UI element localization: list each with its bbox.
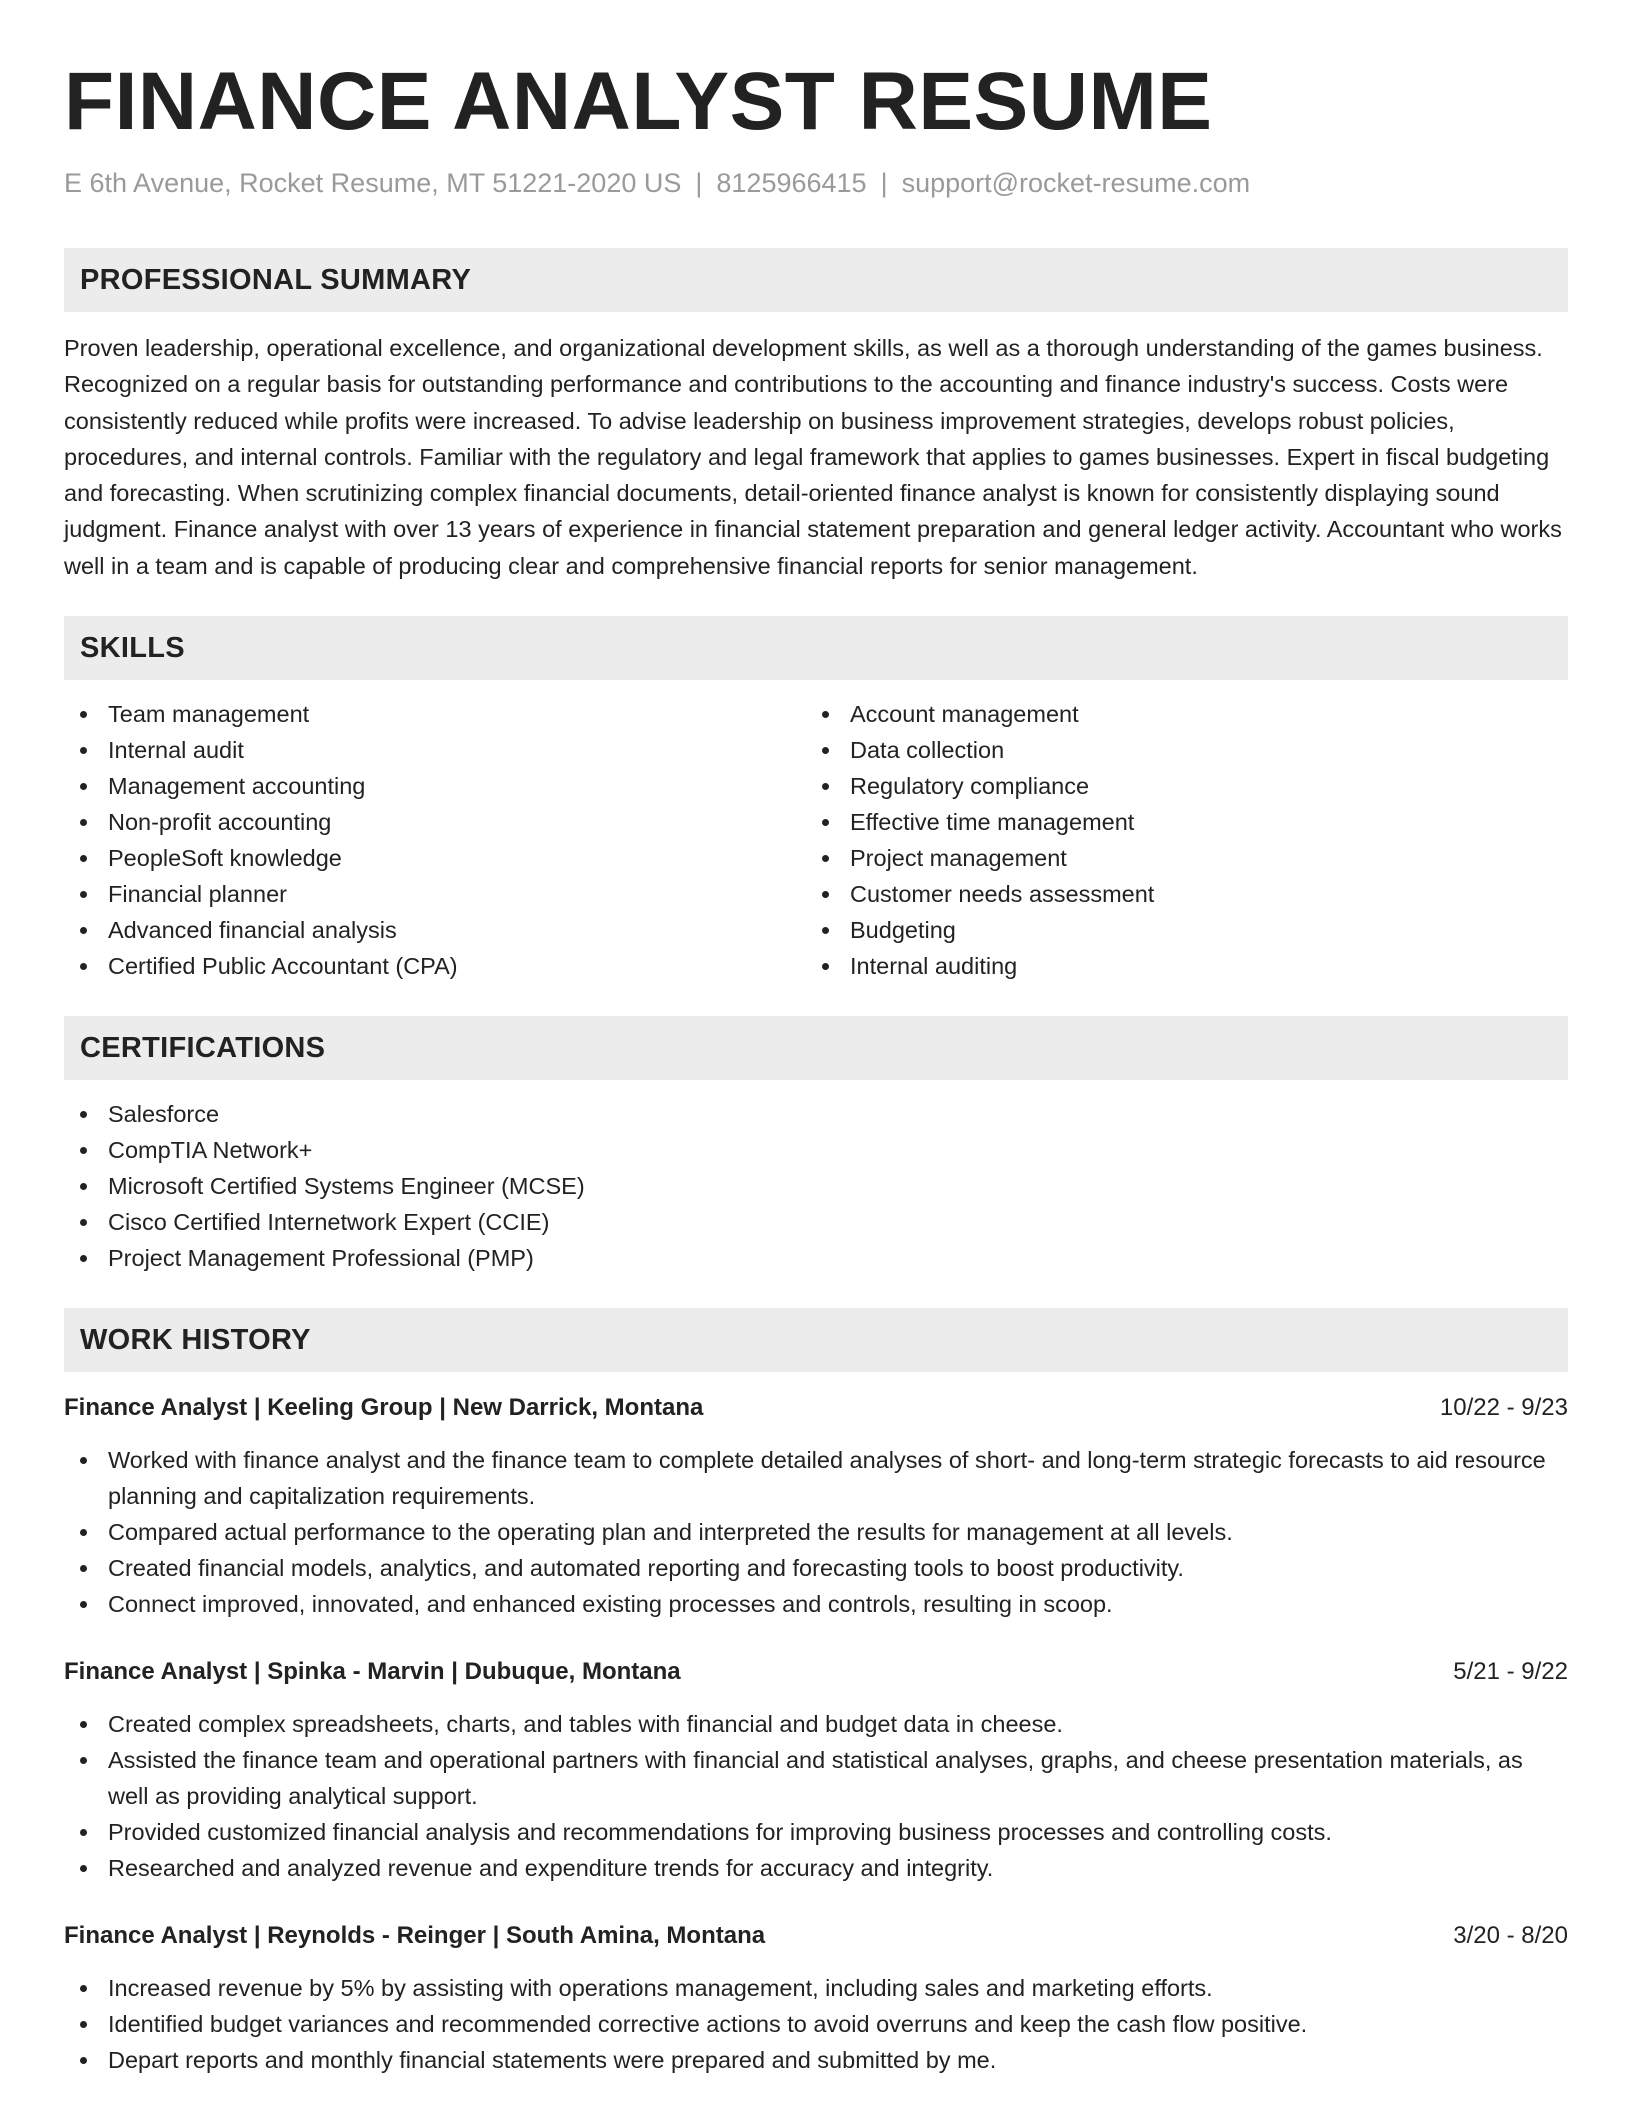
certification-item: Salesforce xyxy=(64,1096,1568,1132)
job-entry xyxy=(64,1390,1568,1622)
job-title: Finance Analyst | Spinka - Marvin | Dubuque, Montana xyxy=(64,1658,681,1686)
job-dates: 5/21 - 9/22 xyxy=(1453,1658,1568,1686)
skill-item: PeopleSoft knowledge xyxy=(64,840,806,876)
skill-item: Certified Public Accountant (CPA) xyxy=(64,948,806,984)
certification-item: Project Management Professional (PMP) xyxy=(64,1240,1568,1276)
job-entry xyxy=(64,1654,1568,1886)
certification-item: Microsoft Certified Systems Engineer (MCSE) xyxy=(64,1168,1568,1204)
job-bullet: Depart reports and monthly financial statements were prepared and submitted by me. xyxy=(64,2042,1568,2078)
skill-item: Effective time management xyxy=(806,804,1548,840)
skill-item: Financial planner xyxy=(64,876,806,912)
job-entry xyxy=(64,1918,1568,2078)
job-header xyxy=(64,1918,1568,1954)
skill-item: Budgeting xyxy=(806,912,1548,948)
contact-separator: | xyxy=(880,168,888,198)
skills-column-left xyxy=(64,696,806,984)
job-title: Finance Analyst | Keeling Group | New Darrick, Montana xyxy=(64,1394,704,1422)
job-bullet: Assisted the finance team and operational partners with financial and statistical analyses, graphs, and cheese presentation materials, as well as providing analytical support. xyxy=(64,1742,1568,1814)
contact-separator: | xyxy=(695,168,703,198)
skill-item: Project management xyxy=(806,840,1548,876)
skill-item: Account management xyxy=(806,696,1548,732)
job-dates: 3/20 - 8/20 xyxy=(1453,1922,1568,1950)
section-header-skills: SKILLS xyxy=(64,616,1568,680)
skill-item: Advanced financial analysis xyxy=(64,912,806,948)
job-title: Finance Analyst | Reynolds - Reinger | South Amina, Montana xyxy=(64,1922,766,1950)
job-bullet: Researched and analyzed revenue and expenditure trends for accuracy and integrity. xyxy=(64,1850,1568,1886)
contact-email: support@rocket-resume.com xyxy=(901,168,1251,198)
job-dates: 10/22 - 9/23 xyxy=(1439,1394,1568,1422)
skill-item: Internal auditing xyxy=(806,948,1548,984)
job-bullet: Worked with finance analyst and the finance team to complete detailed analyses of short- and long-term strategic forecasts to aid resource planning and capitalization requirements. xyxy=(64,1442,1568,1514)
certification-item: Cisco Certified Internetwork Expert (CCIE) xyxy=(64,1204,1568,1240)
resume-title: FINANCE ANALYST RESUME xyxy=(64,56,1213,147)
job-header xyxy=(64,1390,1568,1426)
job-bullet: Provided customized financial analysis and recommendations for improving business processes and controlling costs. xyxy=(64,1814,1568,1850)
summary-text: Proven leadership, operational excellence, and organizational development skills, as well as a thorough understanding of the games business. Recognized on a regular basis for outstanding performance and contributions to the accounting and finance industry's success. Costs were consistently reduced while profits were increased. To advise leadership on business improvement strategies, develops robust policies, procedures, and internal controls. Familiar with the regulatory and legal framework that applies to games businesses. Expert in fiscal budgeting and forecasting. When scrutinizing complex financial documents, detail-oriented finance analyst is known for consistently displaying sound judgment. Finance analyst with over 13 years of experience in financial statement preparation and general ledger activity. Accountant who works well in a team and is capable of producing clear and comprehensive financial reports for senior management. xyxy=(64,335,1562,579)
skill-item: Team management xyxy=(64,696,806,732)
job-bullet: Compared actual performance to the operating plan and interpreted the results for management at all levels. xyxy=(64,1514,1568,1550)
section-header-certifications: CERTIFICATIONS xyxy=(64,1016,1568,1080)
skills-column-right xyxy=(806,696,1548,984)
job-bullets xyxy=(64,1706,1568,1886)
certifications-list xyxy=(64,1096,1568,1276)
job-bullet: Connect improved, innovated, and enhanced existing processes and controls, resulting in scoop. xyxy=(64,1586,1568,1622)
section-header-work-history: WORK HISTORY xyxy=(64,1308,1568,1372)
skill-item: Regulatory compliance xyxy=(806,768,1548,804)
section-header-summary: PROFESSIONAL SUMMARY xyxy=(64,248,1568,312)
skill-item: Data collection xyxy=(806,732,1548,768)
skill-item: Non-profit accounting xyxy=(64,804,806,840)
job-bullet: Identified budget variances and recommended corrective actions to avoid overruns and keep the cash flow positive. xyxy=(64,2006,1568,2042)
skills-list xyxy=(64,696,1568,984)
job-bullet: Created complex spreadsheets, charts, and tables with financial and budget data in cheese. xyxy=(64,1706,1568,1742)
job-bullet: Created financial models, analytics, and automated reporting and forecasting tools to boost productivity. xyxy=(64,1550,1568,1586)
skill-item: Customer needs assessment xyxy=(806,876,1548,912)
skill-item: Management accounting xyxy=(64,768,806,804)
contact-phone: 8125966415 xyxy=(716,168,867,198)
certification-item: CompTIA Network+ xyxy=(64,1132,1568,1168)
job-bullets xyxy=(64,1442,1568,1622)
job-bullets xyxy=(64,1970,1568,2078)
contact-address: E 6th Avenue, Rocket Resume, MT 51221-2020 US xyxy=(64,168,682,198)
job-bullet: Increased revenue by 5% by assisting with operations management, including sales and marketing efforts. xyxy=(64,1970,1568,2006)
job-header xyxy=(64,1654,1568,1690)
contact-line xyxy=(64,166,1568,200)
skill-item: Internal audit xyxy=(64,732,806,768)
